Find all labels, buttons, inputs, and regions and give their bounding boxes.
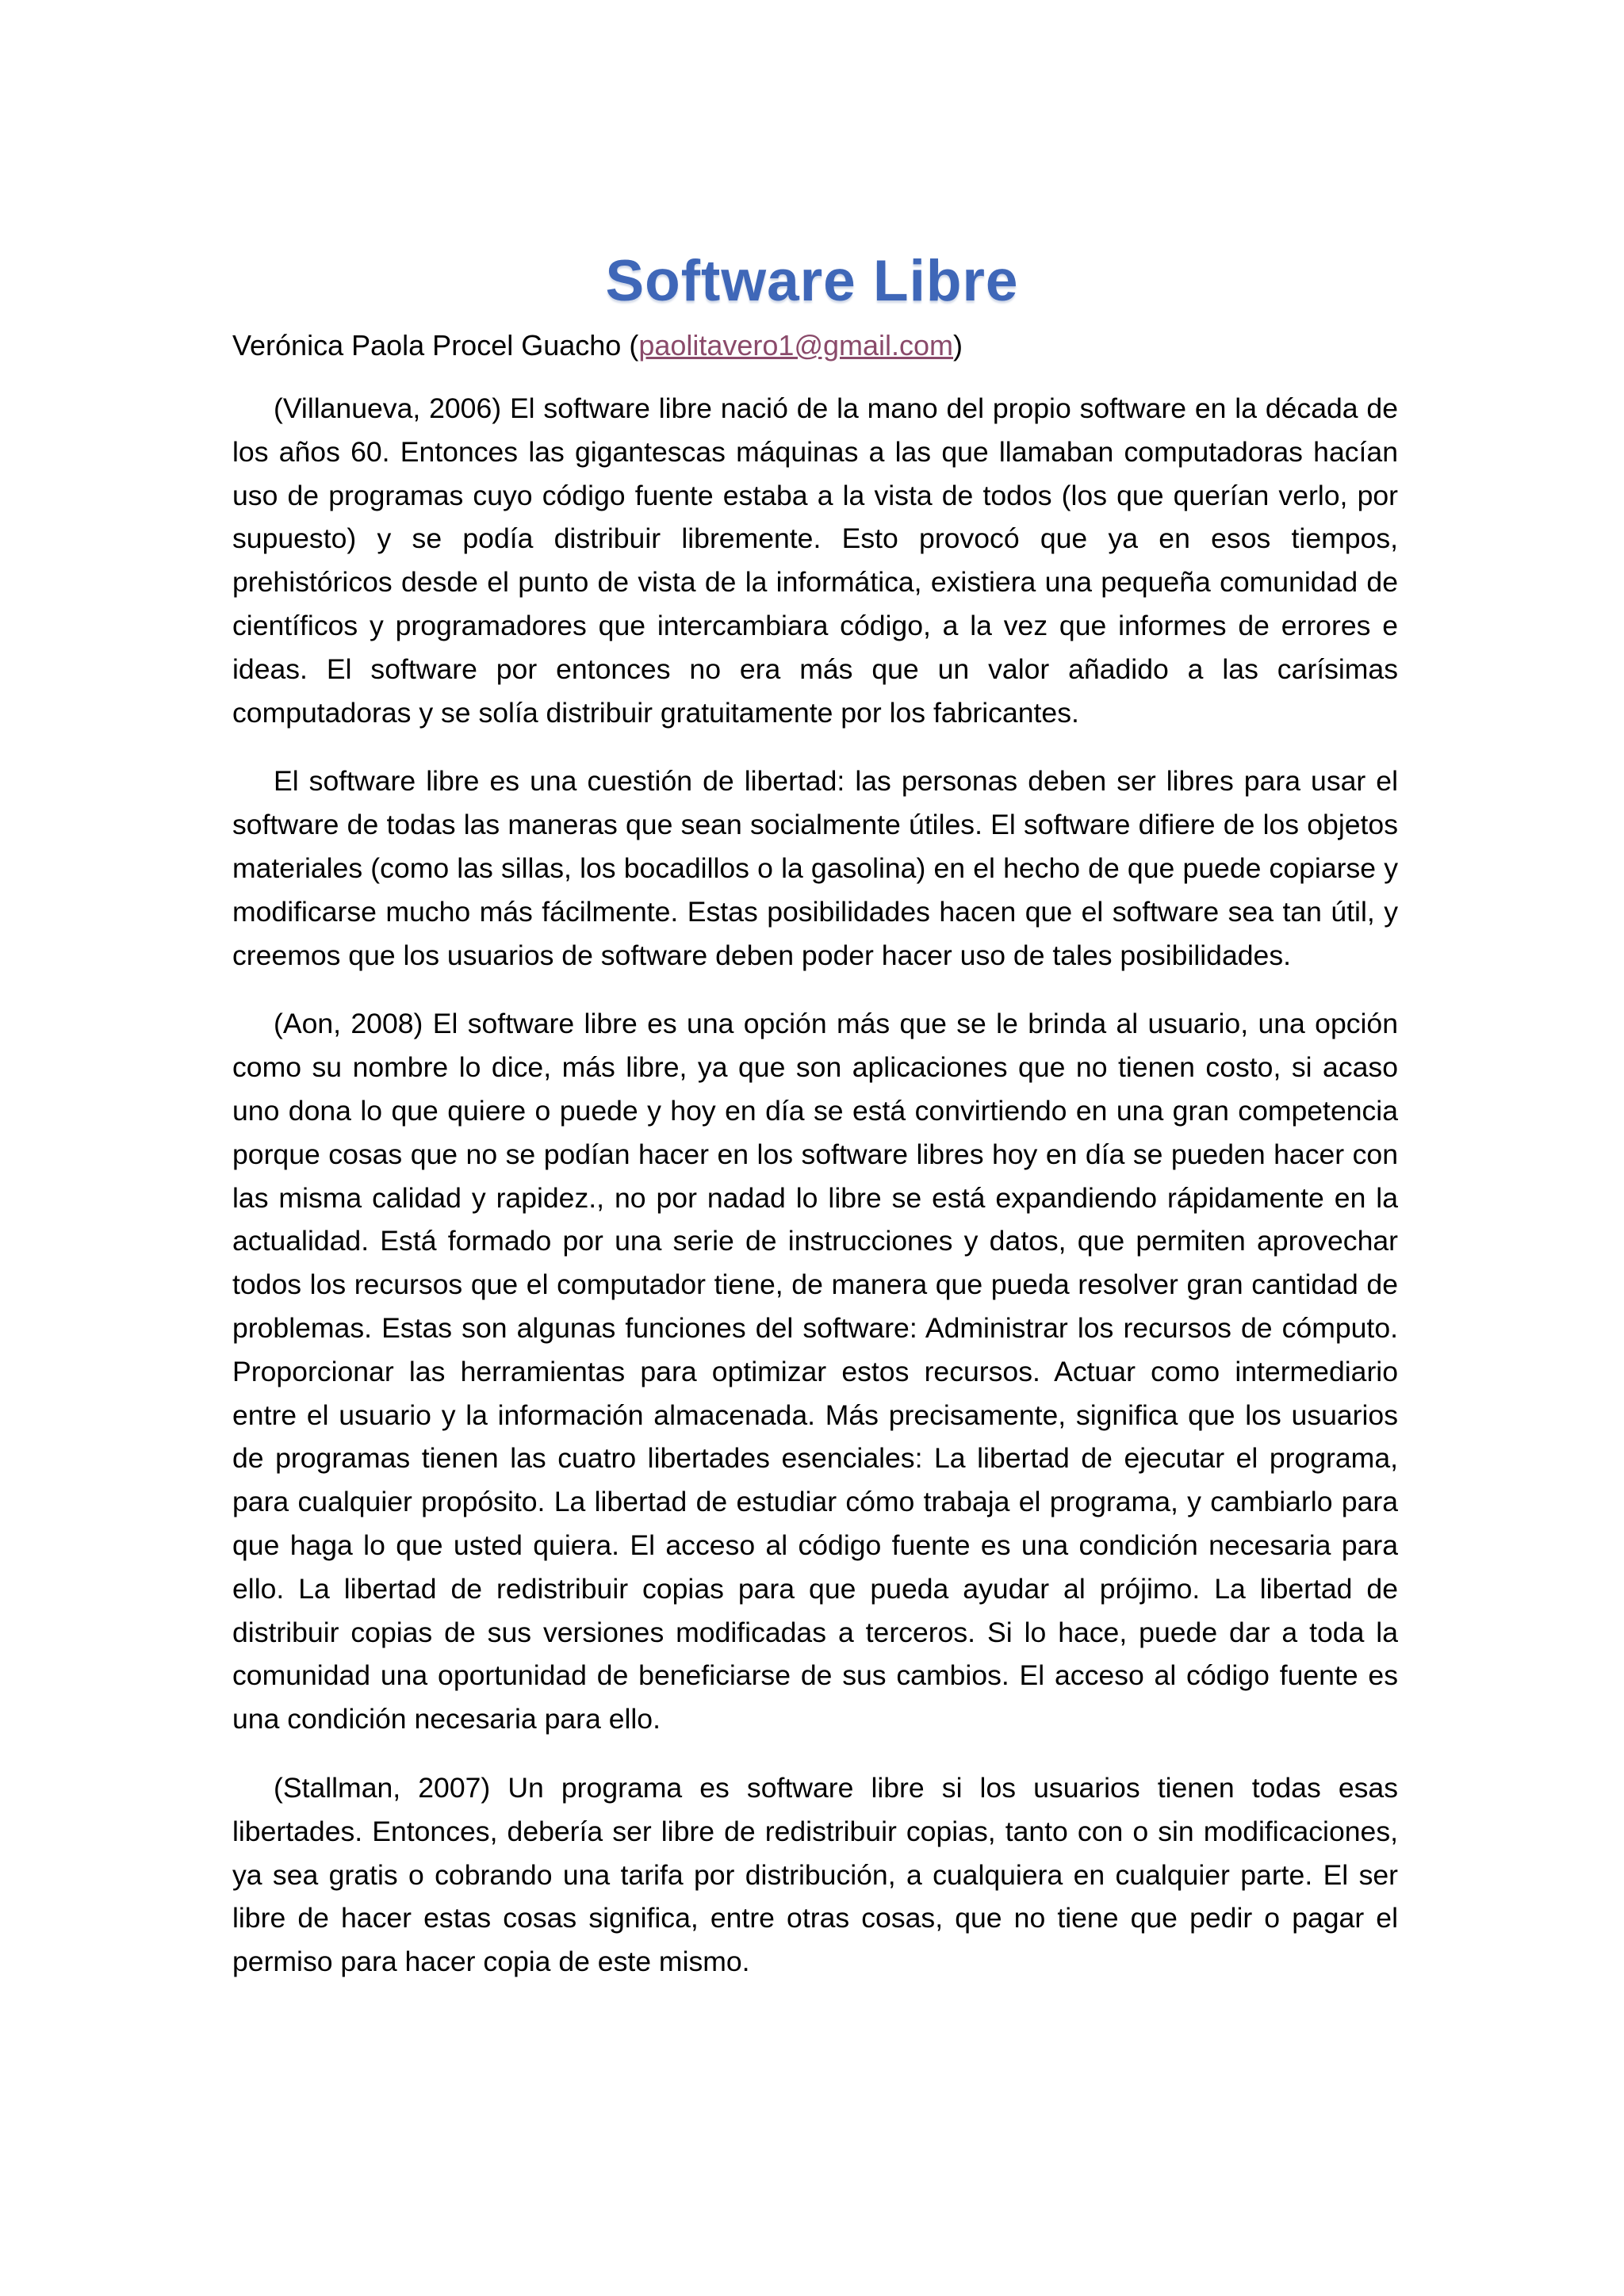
paragraph-freedom: El software libre es una cuestión de libertad: las personas deben ser libres para usar el software de todas las maneras que sean socialmente útiles. El software difiere de los objetos materiales (como las sillas, los bocadillos o la gasolina) en el hecho de que puede copiarse y modificarse mucho más fácilmente. Estas posibilidades hacen que el software sea tan útil, y creemos que los usuarios de software deben poder hacer uso de tales posibilidades. <box>232 765 1398 971</box>
author-open-paren: ( <box>621 329 639 362</box>
document-title: Software Libre <box>605 248 1019 313</box>
author-email-link[interactable]: paolitavero1@gmail.com <box>638 329 954 362</box>
paragraph-aon: (Aon, 2008) El software libre es una opción más que se le brinda al usuario, una opción como su nombre lo dice, más libre, ya que son aplicaciones que no tienen costo, si acaso uno dona lo que quiere o puede y hoy en día se está convirtiendo en una gran competencia porque cosas que no se podían hacer en los software libres hoy en día se pueden hacer con las misma calidad y rapidez., no por nadad lo libre se está expandiendo rápidamente en la actualidad. Está formado por una serie de instrucciones y datos, que permiten aprovechar todos los recursos que el computador tiene, de manera que pueda resolver gran cantidad de problemas. Estas son algunas funciones del software: Administrar los recursos de cómputo. Proporcionar las herramientas para optimizar estos recursos. Actuar como intermediario entre el usuario y la información almacenada. Más precisamente, significa que los usuarios de programas tienen las cuatro libertades esenciales: La libertad de ejecutar el programa, para cualquier propósito. La libertad de estudiar cómo trabaja el programa, y cambiarlo para que haga lo que usted quiera. El acceso al código fuente es una condición necesaria para ello. La libertad de redistribuir copias para que pueda ayudar al prójimo. La libertad de distribuir copias de sus versiones modificadas a terceros. Si lo hace, puede dar a toda la comunidad una oportunidad de beneficiarse de sus cambios. El acceso al código fuente es una condición necesaria para ello. <box>232 1008 1398 1735</box>
paragraph-villanueva: (Villanueva, 2006) El software libre nació de la mano del propio software en la década de los años 60. Entonces las gigantescas máquinas a las que llamaban computadoras hacían uso de programas cuyo código fuente estaba a la vista de todos (los que querían verlo, por supuesto) y se podía distribuir libremente. Esto provocó que ya en esos tiempos, prehistóricos desde el punto de vista de la informática, existiera una pequeña comunidad de científicos y programadores que intercambiara código, a la vez que informes de errores e ideas. El software por entonces no era más que un valor añadido a las carísimas computadoras y se solía distribuir gratuitamente por los fabricantes. <box>232 392 1398 729</box>
document-body <box>232 387 1398 2009</box>
author-line <box>232 325 1398 366</box>
paragraph-stallman: (Stallman, 2007) Un programa es software libre si los usuarios tienen todas esas libertades. Entonces, debería ser libre de redistribuir copias, tanto con o sin modificaciones, ya sea gratis o cobrando una tarifa por distribución, a cualquiera en cualquier parte. El ser libre de hacer estas cosas significa, entre otras cosas, que no tiene que pedir o pagar el permiso para hacer copia de este mismo. <box>232 1771 1398 1978</box>
author-name: Verónica Paola Procel Guacho <box>232 329 622 362</box>
author-close-paren: ) <box>953 329 963 362</box>
